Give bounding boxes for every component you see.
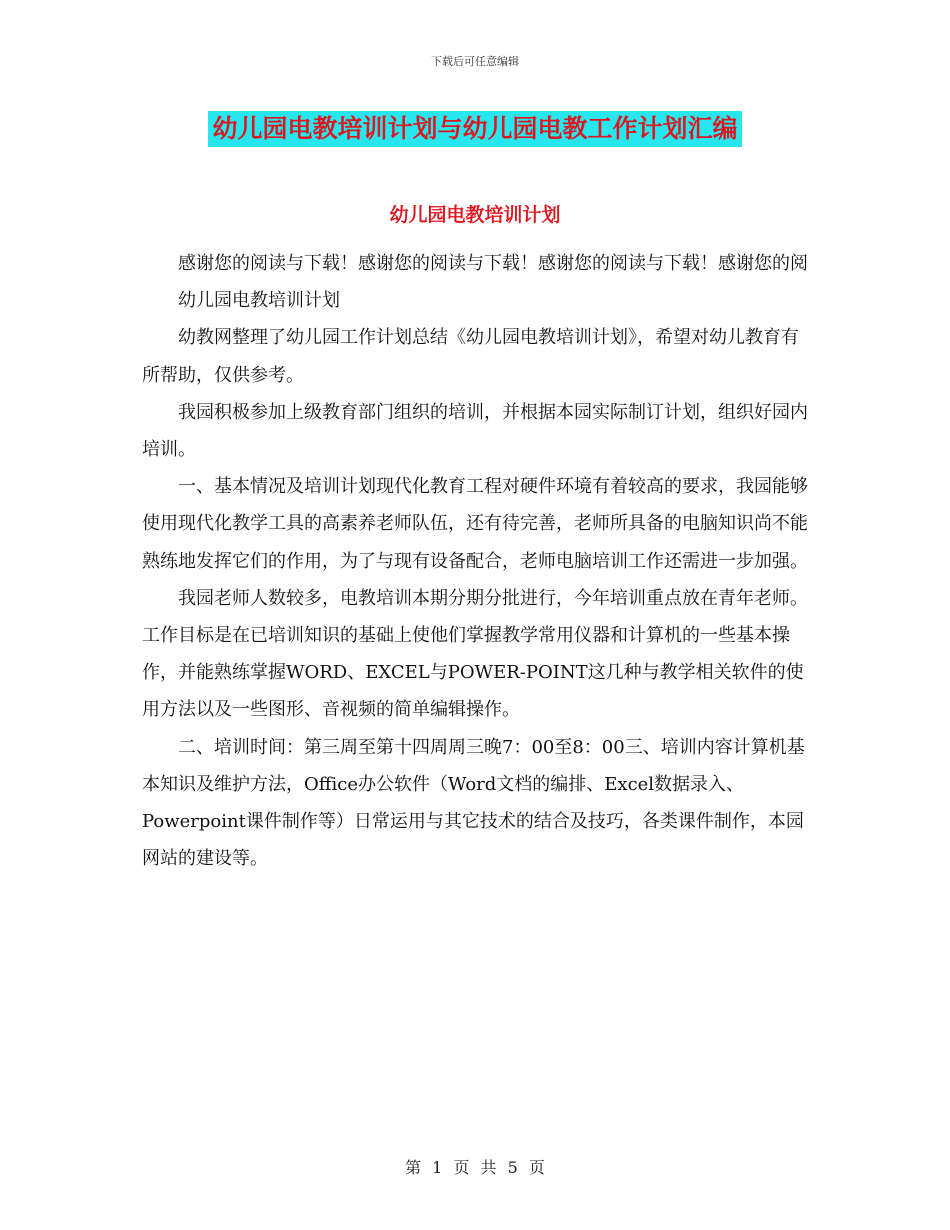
page-footer-indicator: 第 1 页 共 5 页 [405,1158,545,1177]
paragraph: 我园积极参加上级教育部门组织的培训，并根据本园实际制订计划，组织好园内培训。 [142,401,808,461]
paragraph: 幼儿园电教培训计划 [178,290,340,312]
paragraph: 我园老师人数较多，电教培训本期分期分批进行，今年培训重点放在青年老师。工作目标是在已培训知识的基础上使他们掌握教学常用仪器和计算机的一些基本操作，并能熟练掌握WORD、EXCEL与POWER-POINT这几种与教学相关软件的使用方法以及一些图形、音视频的简单编辑操作。 [142,587,808,721]
paragraph: 一、基本情况及培训计划现代化教育工程对硬件环境有着较高的要求，我园能够使用现代化教学工具的高素养老师队伍，还有待完善，老师所具备的电脑知识尚不能熟练地发挥它们的作用，为了与现有设备配合，老师电脑培训工作还需进一步加强。 [142,476,808,572]
document-body [142,245,808,877]
paragraph: 幼教网整理了幼儿园工作计划总结《幼儿园电教培训计划》，希望对幼儿教育有所帮助，仅供参考。 [142,327,799,386]
main-title-text: 幼儿园电教培训计划与幼儿园电教工作计划汇编 [208,111,741,147]
paragraph: 二、培训时间：第三周至第十四周周三晚7：00至8：00三、培训内容计算机基本知识及维护方法，Office办公软件（Word文档的编排、Excel数据录入、Powerpoint课件制作等）日常运用与其它技术的结合及技巧，各类课件制作，本园网站的建设等。 [142,736,805,870]
document-main-title [0,111,950,147]
paragraph: 感谢您的阅读与下载！感谢您的阅读与下载！感谢您的阅读与下载！感谢您的阅 [178,253,808,274]
page-header-note: 下载后可任意编辑 [431,55,519,68]
section-title: 幼儿园电教培训计划 [389,204,561,226]
